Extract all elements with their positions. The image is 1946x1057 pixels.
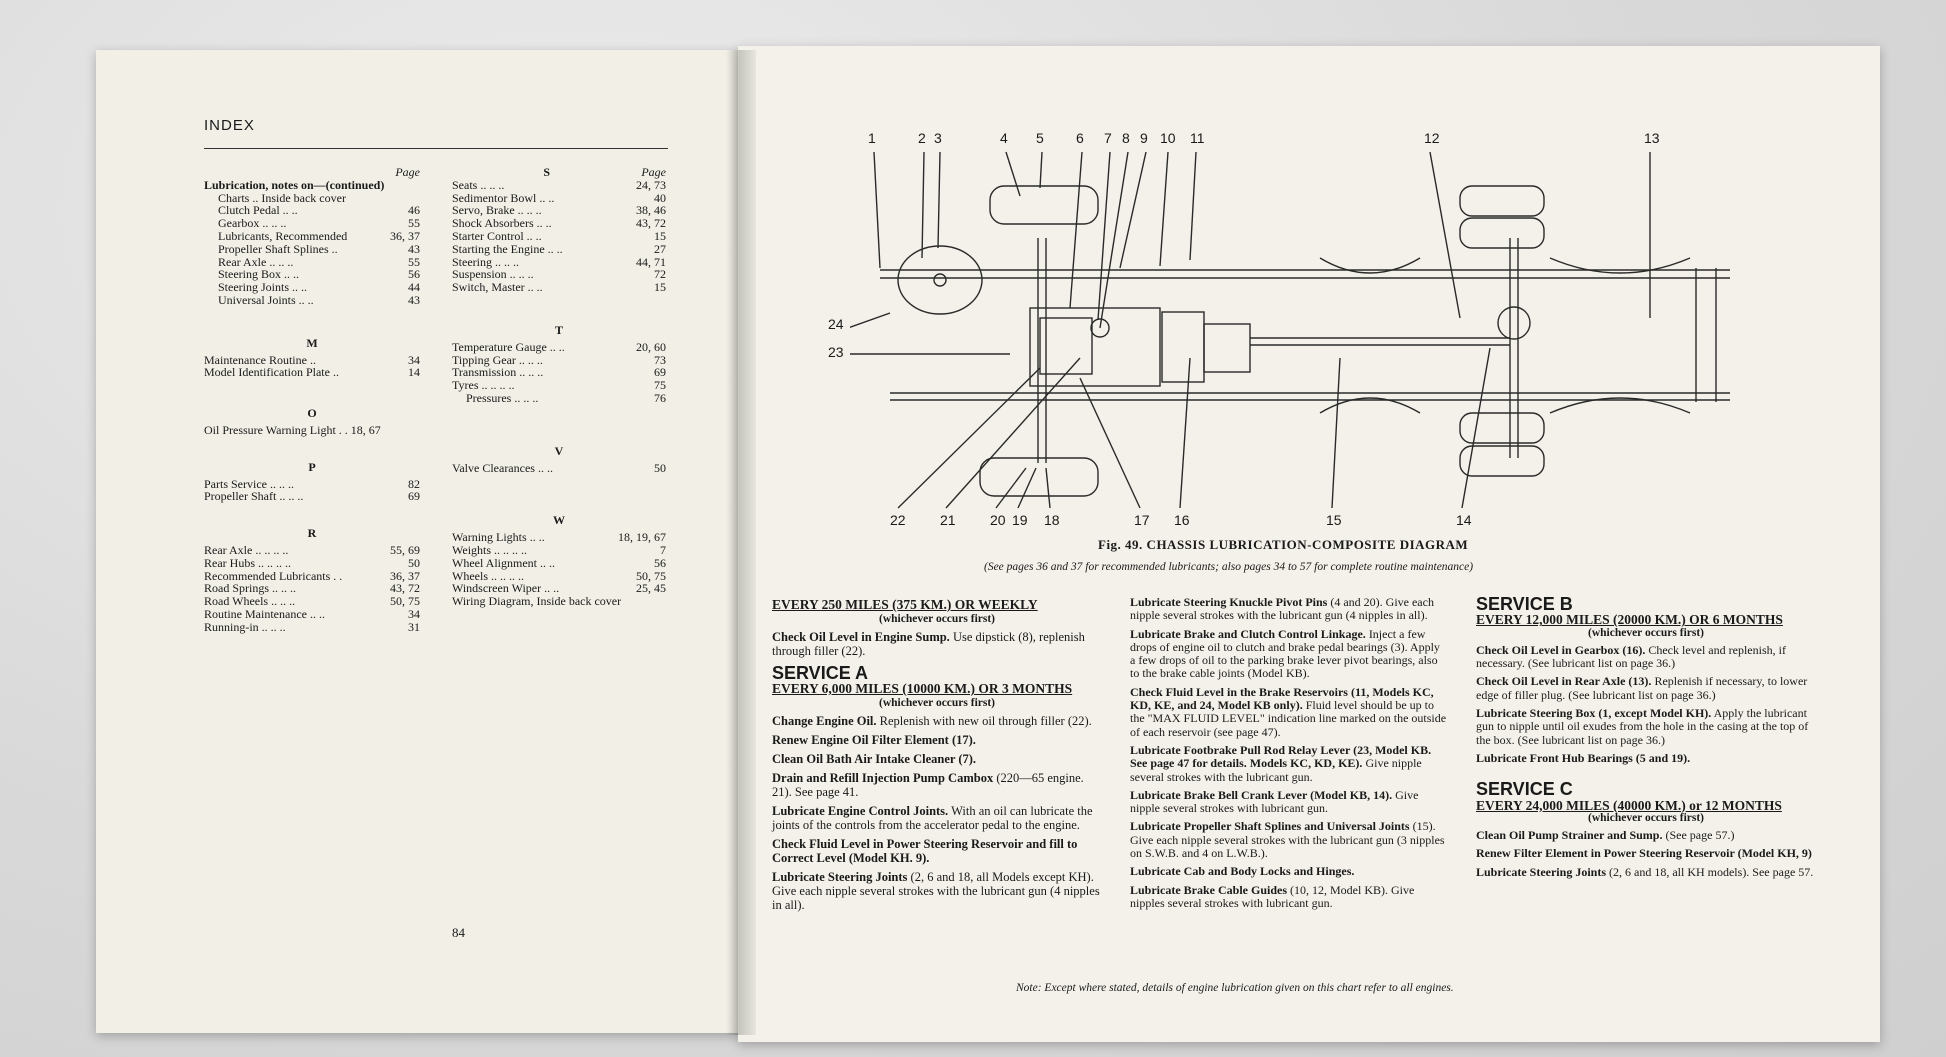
p-entries — [204, 478, 420, 504]
index-entry-label: Recommended Lubricants . . — [204, 568, 343, 583]
callout-10: 10 — [1160, 130, 1176, 146]
index-entry-page: 18, 19, 67 — [618, 530, 666, 545]
letter-o: O — [307, 406, 317, 421]
page-heading: Page — [395, 165, 420, 179]
index-entry-label: Road Wheels .. .. .. — [204, 594, 296, 609]
service-a-item: Renew Engine Oil Filter Element (17). — [772, 733, 976, 747]
service-a-item: Drain and Refill Injection Pump Cambox (220—65 engine. 21). See page 41. — [772, 771, 1084, 799]
callout-20: 20 — [990, 512, 1006, 528]
index-entry-page: 75 — [654, 378, 666, 393]
index-entry — [204, 557, 420, 570]
index-entry-page: 50 — [408, 555, 420, 570]
callout-24: 24 — [828, 316, 844, 332]
index-title: INDEX — [204, 117, 255, 134]
index-entry-label: Weights .. .. .. .. — [452, 542, 528, 557]
service-a-heading: EVERY 6,000 MILES (10000 KM.) OR 3 MONTHS — [772, 681, 1073, 696]
index-entry — [452, 544, 666, 557]
index-entry-label: Clutch Pedal .. .. — [218, 203, 298, 218]
index-entry-label: Lubricants, Recommended — [218, 228, 348, 243]
callout-7: 7 — [1104, 130, 1112, 146]
index-entry-page: 69 — [654, 365, 666, 380]
index-entry-label: Rear Axle .. .. .. .. — [204, 542, 289, 557]
callout-4: 4 — [1000, 130, 1008, 146]
service-c-heading: EVERY 24,000 MILES (40000 KM.) or 12 MONTHS — [1476, 797, 1782, 813]
index-entry-label: Tipping Gear .. .. .. — [452, 352, 543, 367]
index-entry-page: 43 — [408, 241, 420, 256]
service-c-item: Renew Filter Element in Power Steering Reservoir (Model KH, 9) — [1476, 846, 1812, 861]
index-entry — [204, 366, 420, 379]
index-entry-page: 15 — [654, 280, 666, 295]
index-entry-label: Rear Axle .. .. .. — [218, 254, 294, 269]
index-entry-label: Wheel Alignment .. .. — [452, 555, 555, 570]
service-a-item: Lubricate Cab and Body Locks and Hinges. — [1130, 864, 1355, 879]
page-number: 84 — [452, 925, 465, 940]
index-entry-label: Servo, Brake .. .. .. — [452, 203, 542, 218]
index-entry — [452, 557, 666, 570]
w-entries — [452, 531, 666, 608]
index-entry — [452, 392, 666, 405]
index-entry-page: 27 — [654, 241, 666, 256]
index-entry-label: Running-in .. .. .. — [204, 619, 286, 634]
callout-3: 3 — [934, 130, 942, 146]
index-entry-page: 43, 72 — [636, 216, 666, 231]
service-a-subheading: (whichever occurs first) — [878, 697, 996, 709]
service-a-item: Lubricate Engine Control Joints. With an oil can lubricate the joints of the controls from the accelerator pedal to the engine. — [772, 804, 1093, 832]
index-entry-page: 34 — [408, 606, 420, 621]
service-a-item: Check Fluid Level in the Brake Reservoirs (11, Models KC, KD, KE, and 24, Model KB only). Fluid level should be up to the "MAX FLUID LEVEL" indication line marked on the outside of each reservoir (see page 47). — [1130, 684, 1447, 739]
index-entry — [204, 544, 420, 557]
index-entry — [452, 243, 666, 256]
service-a-item: Lubricate Steering Knuckle Pivot Pins (4 and 20). Give each nipple several strokes with the lubricant gun (4 nipples in all). — [1130, 595, 1434, 623]
index-entry-label: Tyres .. .. .. .. — [452, 378, 515, 393]
service-c-item: Clean Oil Pump Strainer and Sump. (See page 57.) — [1476, 828, 1735, 843]
index-entry-label: Steering Joints .. .. — [218, 280, 307, 295]
index-entry-page: 56 — [654, 555, 666, 570]
index-entry-page: 82 — [408, 476, 420, 491]
index-entry-page: 55 — [408, 216, 420, 231]
callout-13: 13 — [1644, 130, 1660, 146]
index-entry-label: Rear Hubs .. .. .. .. — [204, 555, 291, 570]
index-entry-page: 73 — [654, 352, 666, 367]
callout-19: 19 — [1012, 512, 1028, 528]
index-entry — [204, 424, 420, 437]
letter-w: W — [553, 513, 565, 528]
index-entry-page: 56 — [408, 267, 420, 282]
service-b-item: Check Oil Level in Gearbox (16). Check level and replenish, if necessary. (See lubricant list on page 36.) — [1476, 642, 1786, 671]
index-entry-page: 55, 69 — [390, 542, 420, 557]
service-a-item: Check Fluid Level in Power Steering Reservoir and fill to Correct Level (Model KH. 9). — [772, 837, 1078, 865]
callout-8: 8 — [1122, 130, 1130, 146]
index-entry-page: 40 — [654, 190, 666, 205]
index-entry — [452, 462, 666, 475]
index-entry-page: 50 — [654, 460, 666, 475]
figure-subcaption: (See pages 36 and 37 for recommended lubricants; also pages 34 to 57 for complete routine maintenance) — [984, 561, 1474, 573]
letter-t: T — [554, 322, 563, 337]
index-entry-page: 55 — [408, 254, 420, 269]
index-entry-page: 43 — [408, 292, 420, 307]
index-entry — [204, 490, 420, 503]
weekly-heading: EVERY 250 MILES (375 KM.) OR WEEKLY — [772, 597, 1038, 612]
index-entry — [204, 230, 420, 243]
index-entry-page: 31 — [408, 619, 420, 634]
index-entry-page: 38, 46 — [636, 203, 666, 218]
callout-16: 16 — [1174, 512, 1190, 528]
lubrication-entries — [204, 179, 420, 307]
index-entry-page: 44, 71 — [636, 254, 666, 269]
index-entry-label: Switch, Master .. .. — [452, 280, 543, 295]
s-entries — [452, 179, 666, 294]
index-entry-label: Transmission .. .. .. — [452, 365, 544, 380]
letter-m: M — [306, 335, 318, 350]
index-entry-label: Maintenance Routine .. — [204, 352, 316, 367]
index-entry-label: Suspension .. .. .. — [452, 267, 534, 282]
service-a-item: Lubricate Footbrake Pull Rod Relay Lever (23, Model KB. See page 47 for details. Models KC, KD, KE). Give nipple several strokes with the lubricant gun. — [1130, 742, 1432, 784]
index-entry-page: 72 — [654, 267, 666, 282]
service-b-heading: EVERY 12,000 MILES (20000 KM.) OR 6 MONTHS — [1476, 612, 1783, 628]
index-rule — [204, 148, 668, 149]
v-entries — [452, 462, 666, 475]
service-a-item: Clean Oil Bath Air Intake Cleaner (7). — [772, 752, 977, 766]
index-entry-label: Sedimentor Bowl .. .. — [452, 190, 555, 205]
index-entry — [204, 294, 420, 307]
index-entry-label: Wiring Diagram, Inside back cover — [452, 594, 622, 609]
callout-5: 5 — [1036, 130, 1044, 146]
service-c-title: SERVICE C — [1476, 779, 1573, 800]
index-entry-label: Parts Service .. .. .. — [204, 476, 294, 491]
chassis-drawing — [850, 128, 1730, 538]
index-entry-label: Lubrication, notes on—(continued) — [204, 177, 385, 192]
index-entry-page: 36, 37 — [390, 568, 420, 583]
index-entry-label: Shock Absorbers .. .. — [452, 216, 552, 231]
callout-1: 1 — [868, 130, 876, 146]
index-entry-page: 34 — [408, 352, 420, 367]
service-column-3 — [1476, 590, 1816, 884]
index-entry-label: Windscreen Wiper .. .. — [452, 581, 560, 596]
service-column-2 — [1130, 596, 1448, 915]
weekly-item: Check Oil Level in Engine Sump. Use dipstick (8), replenish through filler (22). — [772, 630, 1085, 658]
index-entry-page: 76 — [654, 390, 666, 405]
index-entry-page: 50, 75 — [636, 568, 666, 583]
index-column-left — [204, 166, 420, 634]
index-entry-page: 69 — [408, 489, 420, 504]
index-entry-page: 44 — [408, 280, 420, 295]
index-entry — [452, 281, 666, 294]
index-entry-page: 20, 60 — [636, 339, 666, 354]
callout-11: 11 — [1190, 130, 1205, 146]
index-entry-label: Starter Control .. .. — [452, 228, 542, 243]
service-b-item: Lubricate Front Hub Bearings (5 and 19). — [1476, 750, 1691, 765]
callout-14: 14 — [1456, 512, 1472, 528]
callout-2: 2 — [918, 130, 926, 146]
chassis-diagram — [828, 128, 1730, 538]
letter-s: S — [543, 165, 551, 179]
index-entry — [204, 595, 420, 608]
letter-v: V — [554, 443, 564, 458]
index-entry — [204, 243, 420, 256]
index-entry-page: 46 — [408, 203, 420, 218]
index-entry-label: Steering Box .. .. — [218, 267, 299, 282]
index-entry-label: Valve Clearances .. .. — [452, 460, 553, 475]
index-entry-page: 15 — [654, 228, 666, 243]
m-entries — [204, 354, 420, 380]
index-entry-page: 43, 72 — [390, 581, 420, 596]
service-b-subheading: (whichever occurs first) — [1587, 626, 1705, 639]
figure-caption: Fig. 49. CHASSIS LUBRICATION-COMPOSITE DIAGRAM — [1098, 537, 1469, 552]
r-entries — [204, 544, 420, 634]
index-entry — [204, 621, 420, 634]
index-entry-label: Pressures .. .. .. — [466, 390, 539, 405]
letter-p: P — [308, 459, 316, 474]
index-entry-label: Routine Maintenance .. .. — [204, 606, 325, 621]
index-entry-label: Propeller Shaft .. .. .. — [204, 489, 304, 504]
book-fold — [726, 50, 756, 1035]
index-entry-label: Temperature Gauge .. .. — [452, 339, 565, 354]
service-b-title: SERVICE B — [1476, 594, 1573, 614]
callout-23: 23 — [828, 344, 844, 360]
service-a-item: Lubricate Brake Cable Guides (10, 12, Model KB). Give nipples several strokes with lubricant gun. — [1130, 882, 1415, 910]
index-entry — [204, 179, 420, 192]
index-entry-page: 24, 73 — [636, 177, 666, 192]
service-c-item: Lubricate Steering Joints (2, 6 and 18, all KH models). See page 57. — [1476, 864, 1814, 879]
index-entry — [452, 230, 666, 243]
index-entry — [204, 608, 420, 621]
index-entry-label: Universal Joints .. .. — [218, 292, 314, 307]
index-entry-page: 25, 45 — [636, 581, 666, 596]
weekly-subheading: (whichever occurs first) — [878, 613, 996, 625]
service-a-item: Lubricate Brake Bell Crank Lever (Model KB, 14). Give nipple several strokes with lubricant gun. — [1130, 787, 1419, 816]
o-entries — [204, 424, 420, 437]
index-entry-page: 36, 37 — [390, 228, 420, 243]
callout-15: 15 — [1326, 512, 1342, 528]
t-entries — [452, 341, 666, 405]
index-entry-label: Oil Pressure Warning Light . . 18, 67 — [204, 422, 381, 437]
callout-22: 22 — [890, 512, 906, 528]
service-c-subheading: (whichever occurs first) — [1587, 811, 1705, 824]
service-a-item: Lubricate Steering Joints (2, 6 and 18, all Models except KH). Give each nipple several strokes with the lubricant gun (4 nipples in all). — [772, 870, 1100, 912]
service-a-item: Lubricate Brake and Clutch Control Linkage. Inject a few drops of engine oil to clutch and brake pedal bearings (3). Apply a few drops of oil to the parking brake lever pivot bearings, also to the brake cable joints (Model KB). — [1130, 626, 1440, 681]
index-entry-label: Road Springs .. .. .. — [204, 581, 297, 596]
service-a-title: SERVICE A — [772, 663, 869, 683]
callout-18: 18 — [1044, 512, 1060, 528]
index-entry-page: 14 — [408, 365, 420, 380]
callout-6: 6 — [1076, 130, 1084, 146]
callout-21: 21 — [940, 512, 956, 528]
index-entry — [452, 595, 666, 608]
index-entry-label: Gearbox .. .. .. — [218, 216, 287, 231]
index-entry-page: 7 — [660, 542, 666, 557]
service-a-item: Lubricate Propeller Shaft Splines and Universal Joints (15). Give each nipple several strokes with the lubricant gun (3 nipples on S.W.B. and 4 on L.W.B.). — [1130, 819, 1445, 861]
service-b-item: Check Oil Level in Rear Axle (13). Replenish if necessary, to lower edge of filler plug. (See lubricant list on page 36.) — [1476, 674, 1808, 702]
index-entry — [452, 341, 666, 354]
index-entry-label: Charts .. Inside back cover — [218, 190, 346, 205]
footnote: Note: Except where stated, details of engine lubrication given on this chart refer to all engines. — [1016, 982, 1454, 994]
service-column-1 — [772, 598, 1102, 917]
index-entry-page: 50, 75 — [390, 594, 420, 609]
index-entry-label: Warning Lights .. .. — [452, 530, 545, 545]
service-a-item: Change Engine Oil. Replenish with new oil through filler (22). — [772, 714, 1092, 728]
callout-9: 9 — [1140, 130, 1148, 146]
index-entry-label: Model Identification Plate .. — [204, 365, 339, 380]
index-entry-label: Steering .. .. .. — [452, 254, 519, 269]
callout-17: 17 — [1134, 512, 1150, 528]
service-b-item: Lubricate Steering Box (1, except Model KH). Apply the lubricant gun to nipple until oil exudes from the hole in the casing at the top of the box. (See lubricant list on page 36.) — [1476, 706, 1809, 747]
index-entry-label: Seats .. .. .. — [452, 177, 505, 192]
index-entry-label: Wheels .. .. .. .. — [452, 568, 524, 583]
index-entry-label: Starting the Engine .. .. — [452, 241, 563, 256]
index-column-right — [452, 166, 666, 608]
callout-12: 12 — [1424, 130, 1440, 146]
letter-r: R — [307, 526, 317, 541]
index-entry-label: Propeller Shaft Splines .. — [218, 241, 338, 256]
page-heading-right: Page — [641, 165, 666, 179]
index-entry — [452, 179, 666, 192]
